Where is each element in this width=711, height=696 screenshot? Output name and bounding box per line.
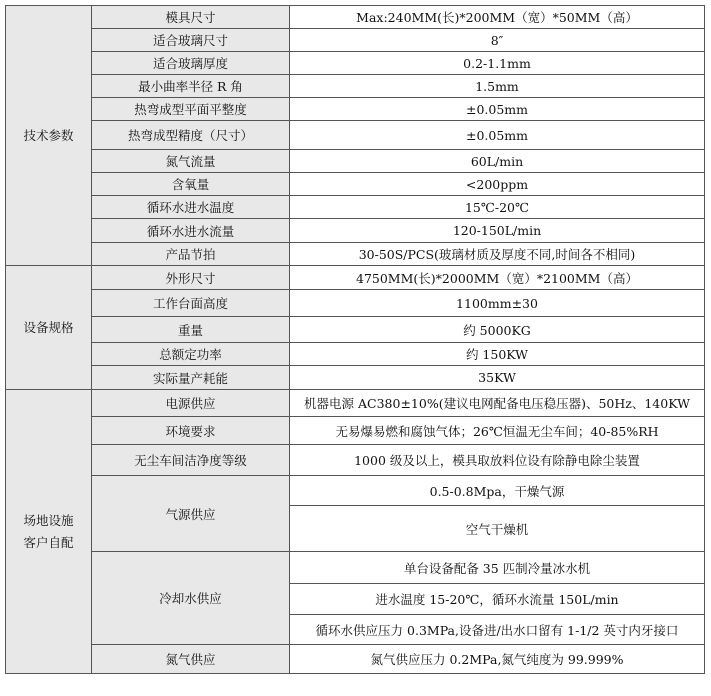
row-value: 1100mm±30 (290, 290, 705, 317)
row-label: 实际量产耗能 (92, 366, 290, 390)
row-value: 1000 级及以上，模具取放料位设有除静电除尘装置 (290, 445, 705, 476)
row-value: 30-50S/PCS(玻璃材质及厚度不同,时间各不相同) (290, 243, 705, 266)
row-label: 热弯成型精度（尺寸） (92, 121, 290, 150)
row-label: 热弯成型平面平整度 (92, 98, 290, 121)
table-row (6, 52, 705, 75)
table-row (6, 476, 705, 506)
category-tech-params: 技术参数 (6, 6, 92, 266)
row-label: 循环水进水温度 (92, 196, 290, 219)
row-value: 空气干燥机 (290, 506, 705, 552)
row-value: 约 150KW (290, 343, 705, 366)
category-line: 客户自配 (23, 534, 74, 550)
row-value: 0.5-0.8Mpa，干燥气源 (290, 476, 705, 506)
table-row (6, 390, 705, 417)
table-row (6, 98, 705, 121)
table-row (6, 75, 705, 98)
row-value: 35KW (290, 366, 705, 390)
row-label: 重量 (92, 317, 290, 343)
row-value: 4750MM(长)*2000MM（宽）*2100MM（高） (290, 266, 705, 290)
row-value: 1.5mm (290, 75, 705, 98)
table-row (6, 173, 705, 196)
table-row (6, 645, 705, 674)
row-value: 15℃-20℃ (290, 196, 705, 219)
row-label: 模具尺寸 (92, 6, 290, 29)
table-row (6, 121, 705, 150)
table-row (6, 343, 705, 366)
table-row (6, 552, 705, 584)
table-row (6, 219, 705, 243)
row-label: 循环水进水流量 (92, 219, 290, 243)
row-value: 进水温度 15-20℃，循环水流量 150L/min (290, 584, 705, 615)
row-label: 无尘车间洁净度等级 (92, 445, 290, 476)
table-row (6, 290, 705, 317)
table-row (6, 366, 705, 390)
table-row (6, 445, 705, 476)
row-label: 气源供应 (92, 476, 290, 552)
row-label: 外形尺寸 (92, 266, 290, 290)
row-value: 约 5000KG (290, 317, 705, 343)
category-line: 场地设施 (23, 512, 74, 528)
row-label: 产品节拍 (92, 243, 290, 266)
row-label: 工作台面高度 (92, 290, 290, 317)
row-label: 环境要求 (92, 417, 290, 445)
table-row (6, 417, 705, 445)
category-site-facilities (6, 390, 92, 674)
table-row (6, 317, 705, 343)
row-label: 电源供应 (92, 390, 290, 417)
row-label: 含氧量 (92, 173, 290, 196)
row-value: Max:240MM(长)*200MM（宽）*50MM（高） (290, 6, 705, 29)
row-label: 适合玻璃厚度 (92, 52, 290, 75)
row-value: 无易爆易燃和腐蚀气体；26℃恒温无尘车间；40-85%RH (290, 417, 705, 445)
row-value: 单台设备配备 35 匹制冷量冰水机 (290, 552, 705, 584)
row-value: 60L/min (290, 150, 705, 173)
row-value: <200ppm (290, 173, 705, 196)
table-row (6, 6, 705, 29)
row-label: 冷却水供应 (92, 552, 290, 645)
row-value: 8″ (290, 29, 705, 52)
row-label: 总额定功率 (92, 343, 290, 366)
row-value: 循环水供应压力 0.3MPa,设备进/出水口留有 1-1/2 英寸内牙接口 (290, 615, 705, 645)
table-row (6, 243, 705, 266)
table-row (6, 266, 705, 290)
row-label: 适合玻璃尺寸 (92, 29, 290, 52)
row-label: 氮气流量 (92, 150, 290, 173)
row-value: 0.2-1.1mm (290, 52, 705, 75)
row-value: ±0.05mm (290, 121, 705, 150)
row-value: ±0.05mm (290, 98, 705, 121)
row-label: 最小曲率半径 R 角 (92, 75, 290, 98)
table-row (6, 29, 705, 52)
row-value: 120-150L/min (290, 219, 705, 243)
row-value: 机器电源 AC380±10%(建议电网配备电压稳压器)、50Hz、140KW (290, 390, 705, 417)
row-value: 氮气供应压力 0.2MPa,氮气纯度为 99.999% (290, 645, 705, 674)
spec-table (5, 5, 705, 674)
category-equipment-specs: 设备规格 (6, 266, 92, 390)
row-label: 氮气供应 (92, 645, 290, 674)
table-row (6, 196, 705, 219)
table-row (6, 150, 705, 173)
